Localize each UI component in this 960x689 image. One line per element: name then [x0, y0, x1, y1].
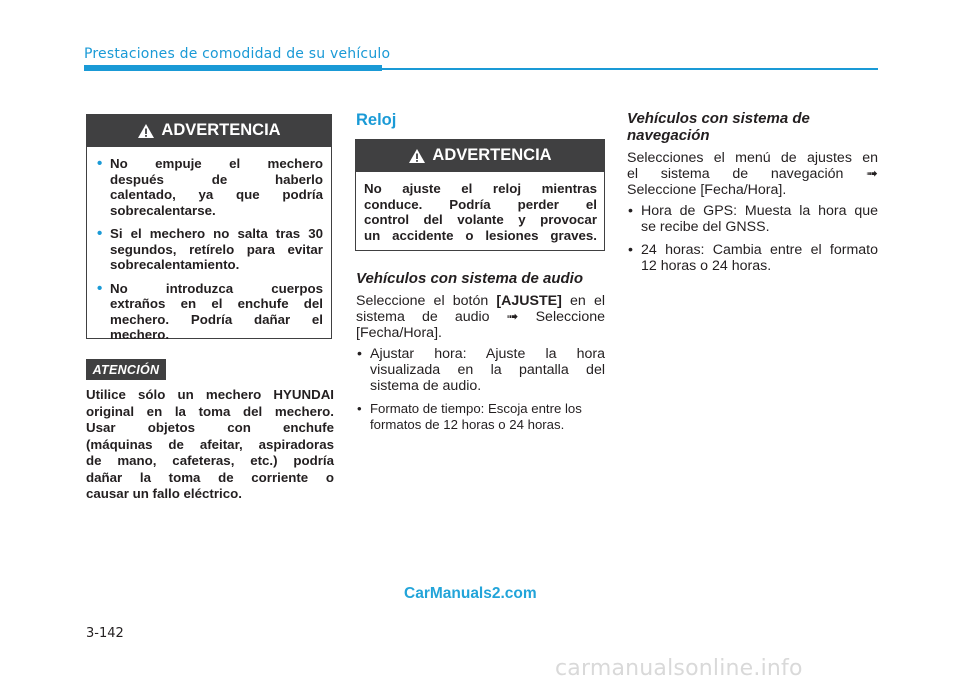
list-line: se recibe del GNSS.	[641, 219, 770, 235]
list-item	[627, 242, 878, 274]
audio-intro-line: sistema de audio ➟ Seleccione	[356, 309, 605, 325]
bullet-icon: •	[97, 155, 103, 172]
list-item	[356, 346, 605, 394]
warning-line: No introduzca cuerpos	[110, 280, 323, 296]
list-line: Formato de tiempo: Escoja entre los	[370, 401, 582, 416]
warning-item	[93, 226, 323, 273]
audio-intro-line	[356, 293, 605, 309]
warning-line: sobrecalentarse.	[110, 202, 216, 218]
warning-body	[86, 147, 332, 342]
navigation-bullet-list	[627, 203, 878, 281]
bullet-icon: •	[357, 401, 362, 416]
bullet-icon: •	[628, 242, 633, 258]
list-line: sistema de audio.	[370, 378, 482, 394]
list-line: formatos de 12 horas o 24 horas.	[370, 417, 565, 432]
carmanuals-link[interactable]: CarManuals2.com	[404, 585, 537, 602]
section-title: Prestaciones de comodidad de su vehículo	[84, 46, 391, 62]
warning-line: control del volante y provocar	[364, 212, 597, 227]
warning-title: ADVERTENCIA	[161, 121, 281, 139]
bullet-icon: •	[97, 279, 103, 297]
warning-item	[93, 281, 323, 343]
warning-box-clock	[355, 139, 605, 251]
bullet-icon: •	[628, 203, 633, 219]
caution-label: ATENCIÓN	[86, 359, 166, 380]
clock-section-title: Reloj	[356, 111, 397, 129]
audio-intro-text: en el	[561, 293, 605, 309]
audio-intro	[356, 293, 605, 341]
warning-line: calentado, ya que podría	[110, 187, 323, 202]
caution-line: dañar la toma de corriente o	[86, 469, 334, 485]
warning-item	[93, 156, 323, 218]
caution-line: Usar objetos con enchufe	[86, 420, 334, 435]
audio-bullet-list	[356, 346, 605, 440]
caution-line: (máquinas de afeitar, aspiradoras	[86, 436, 334, 452]
warning-header	[355, 139, 605, 172]
caution-line: original en la toma del mechero.	[86, 403, 334, 419]
warning-line: mechero. Podría dañar el	[110, 311, 323, 327]
warning-line: conduce. Podría perder el	[364, 196, 597, 212]
warning-box-lighter	[86, 114, 332, 342]
bullet-icon: •	[357, 346, 362, 362]
warning-line: No empuje el mechero	[110, 156, 323, 171]
audio-intro-line: [Fecha/Hora].	[356, 325, 442, 341]
warning-line: segundos, retírelo para evitar	[110, 241, 323, 257]
warning-line: No ajuste el reloj mientras	[364, 181, 597, 196]
ajuste-button-label: [AJUSTE]	[496, 293, 562, 309]
caution-line: de mano, cafeteras, etc.) podría	[86, 453, 334, 468]
header-rule-thick	[84, 65, 382, 71]
navigation-intro-line: Selecciones el menú de ajustes en	[627, 150, 878, 166]
warning-line: mechero.	[110, 327, 170, 342]
warning-line: después de haberlo	[110, 171, 323, 187]
navigation-subtitle: Vehículos con sistema de navegación	[627, 110, 810, 144]
warning-triangle-icon	[408, 148, 426, 164]
list-line: 12 horas o 24 horas.	[641, 258, 772, 274]
warning-line: extraños en el enchufe del	[110, 296, 323, 311]
list-line: visualizada en la pantalla del	[370, 362, 605, 378]
watermark-text: carmanualsonline.info	[555, 656, 803, 681]
warning-body	[355, 172, 605, 251]
audio-intro-text: Seleccione el botón	[356, 293, 497, 309]
bullet-icon: •	[97, 225, 103, 242]
caution-line: Utilice sólo un mechero HYUNDAI	[86, 387, 334, 402]
page-number: 3-142	[86, 626, 124, 641]
audio-subtitle: Vehículos con sistema de audio	[356, 270, 584, 287]
caution-line: causar un fallo eléctrico.	[86, 486, 242, 501]
navigation-intro-line: el sistema de navegación ➟	[627, 166, 878, 182]
warning-title: ADVERTENCIA	[432, 146, 552, 164]
header-rule-thin	[382, 68, 878, 70]
list-item	[627, 203, 878, 235]
caution-text	[86, 387, 334, 503]
warning-line: un accidente o lesiones graves.	[364, 227, 597, 243]
warning-triangle-icon	[137, 123, 155, 139]
list-line: Hora de GPS: Muesta la hora que	[641, 203, 878, 219]
navigation-intro-line: Seleccione [Fecha/Hora].	[627, 182, 787, 198]
list-item	[356, 401, 605, 433]
warning-line: Si el mechero no salta tras 30	[110, 226, 323, 241]
list-line: 24 horas: Cambia entre el formato	[641, 242, 878, 258]
navigation-intro	[627, 150, 878, 198]
warning-header	[86, 114, 332, 147]
list-line: Ajustar hora: Ajuste la hora	[370, 346, 605, 362]
warning-line: sobrecalentamiento.	[110, 257, 240, 272]
